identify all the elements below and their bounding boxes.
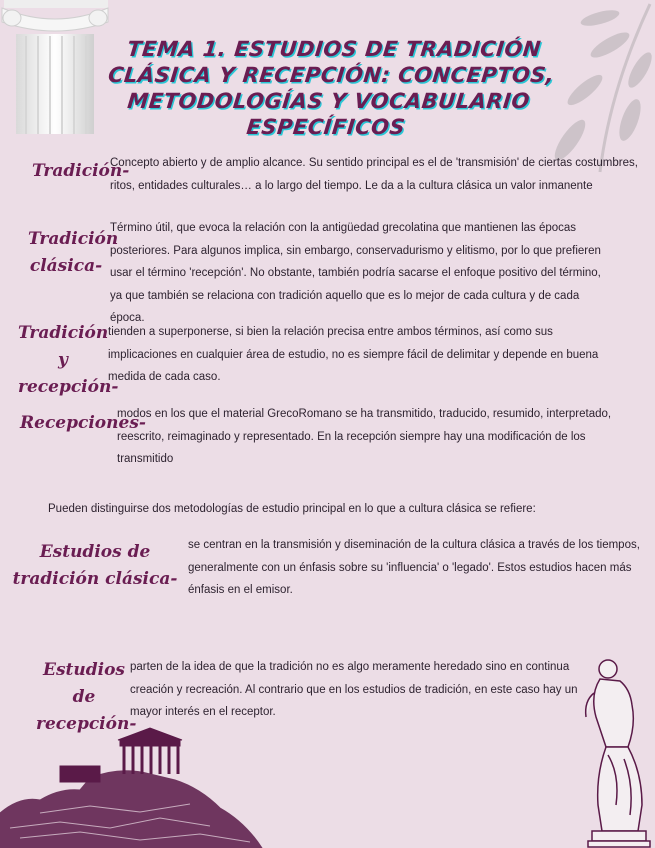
definition-tradicion: Concepto abierto y de amplio alcance. Su sentido principal es el de 'transmisión' de ciertas costumbres, ritos, entidades culturales… a lo largo del tiempo. Le da a la cultura clásica un valor inmanente — [110, 157, 638, 192]
term-recepciones: Recepciones- — [20, 413, 146, 433]
definition-tradicion-clasica: Término útil, que evoca la relación con la antigüedad grecolatina que mantienen las épocas posteriores. Para algunos implica, sin embargo, conservadurismo y elitismo, por lo que prefieren usar el término 'recepción'. No obstante, también podría sacarse el enfoque positivo del término, ya que también se relaciona con tradición aquello que es lo mejor de cada cultura y de cada época. — [110, 222, 601, 324]
definition-tradicion-recepcion: tienden a superponerse, si bien la relación precisa entre ambos términos, así como sus implicaciones en cualquier área de estudio, no es siempre fácil de delimitar y depende en buena medida de cada caso. — [108, 326, 599, 383]
definition-recepciones: modos en los que el material GrecoRomano se ha transmitido, traducido, resumido, interpretado, reescrito, reimaginado y representado. En la recepción siempre hay una modificación de los transmitido — [117, 408, 612, 465]
term-estudios-tradicion-clasica: Estudios de tradición clásica- — [12, 542, 178, 589]
definition-estudios-tradicion-clasica: se centran en la transmisión y diseminación de la cultura clásica a través de los tiempos, generalmente con un énfasis sobre su 'influencia' o 'legado'. Estos estudios hacen más énfasis en el emisor. — [188, 539, 640, 596]
page-title: TEMA 1. ESTUDIOS DE TRADICIÓN CLÁSICA Y RECEPCIÓN: CONCEPTOS, METODOLOGÍAS Y VOCABULARIO ESPECÍFICOS — [106, 37, 556, 139]
definition-estudios-recepcion: parten de la idea de que la tradición no es algo meramente heredado sino en continua creación y recreación. Al contrario que en los estudios de tradición, en este caso hay un mayor interés en el receptor. — [130, 661, 578, 718]
acropolis-icon — [0, 718, 270, 848]
methodologies-intro: Pueden distinguirse dos metodologías de estudio principal en lo que a cultura clásica se refiere: — [48, 503, 536, 515]
term-tradicion: Tradición- — [32, 161, 130, 181]
term-estudios-recepcion: Estudios de recepción- — [36, 660, 137, 734]
term-tradicion-clasica: Tradición clásica- — [28, 229, 119, 276]
term-tradicion-recepcion: Tradición y recepción- — [18, 323, 119, 397]
venus-statue-icon — [580, 655, 655, 848]
